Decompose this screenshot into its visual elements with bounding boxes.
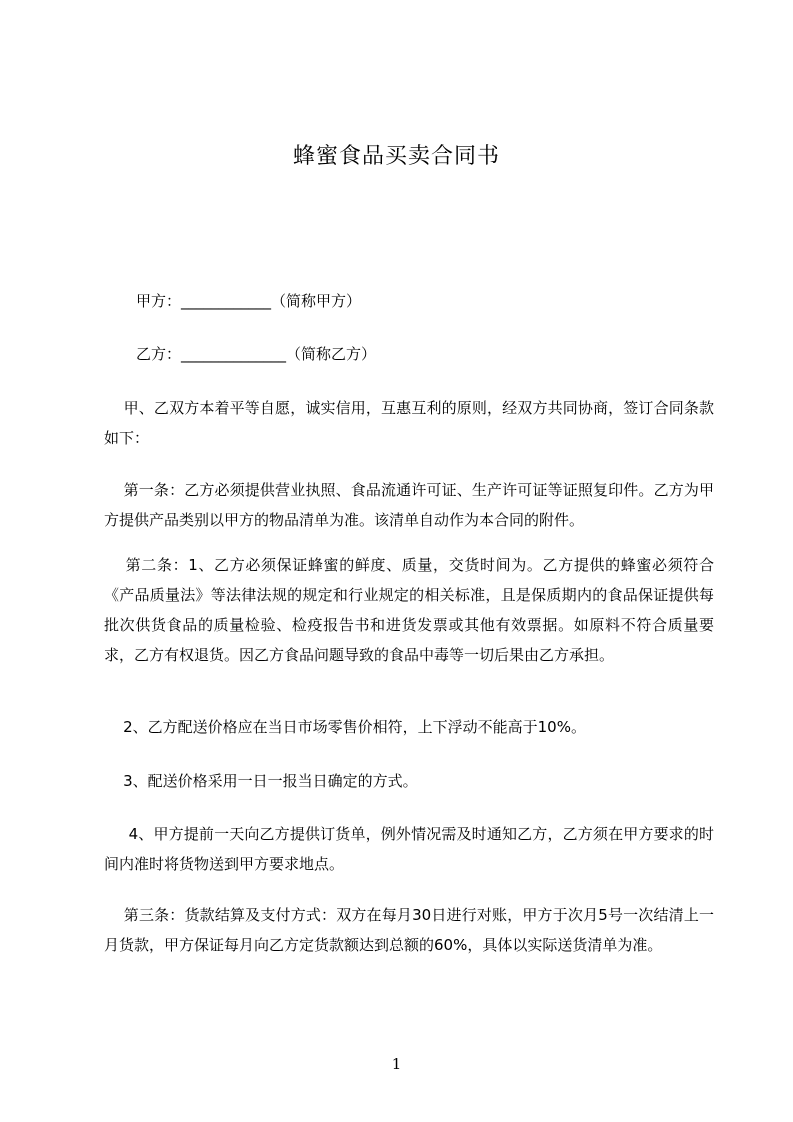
article-2-item-2: 2、乙方配送价格应在当日市场零售价相符，上下浮动不能高于10%。 (104, 718, 586, 736)
intro-paragraph: 甲、乙双方本着平等自愿，诚实信用，互惠互利的原则，经双方共同协商，签订合同条款如下： (104, 399, 714, 447)
article-3-paragraph: 第三条：货款结算及支付方式：双方在每月30日进行对账，甲方于次月5号一次结清上一月货款，甲方保证每月向乙方定货款额达到总额的60%，具体以实际送货清单为准。 (104, 906, 715, 954)
party-b-line: 乙方：______________（简称乙方） (136, 345, 377, 363)
document-title: 蜂蜜食品买卖合同书 (292, 144, 500, 169)
article-2-item-4: 4、甲方提前一天向乙方提供订货单，例外情况需及时通知乙方，乙方须在甲方要求的时间内准时将货物送到甲方要求地点。 (104, 825, 714, 873)
article-1-paragraph: 第一条：乙方必须提供营业执照、食品流通许可证、生产许可证等证照复印件。乙方为甲方提供产品类别以甲方的物品清单为准。该清单自动作为本合同的附件。 (104, 481, 714, 529)
article-2-item-3: 3、配送价格采用一日一报当日确定的方式。 (104, 772, 418, 790)
page-number: 1 (391, 1055, 402, 1073)
article-2-paragraph: 第二条：1、乙方必须保证蜂蜜的鲜度、质量，交货时间为。乙方提供的蜂蜜必须符合《产品质量法》等法律法规的规定和行业规定的相关标准，且是保质期内的食品保证提供每批次供货食品的质量检验、检疫报告书和进货发票或其他有效票据。如原料不符合质量要求，乙方有权退货。因乙方食品问题导致的食品中毒等一切后果由乙方承担。 (104, 556, 714, 664)
party-a-line: 甲方：____________（简称甲方） (136, 292, 362, 310)
